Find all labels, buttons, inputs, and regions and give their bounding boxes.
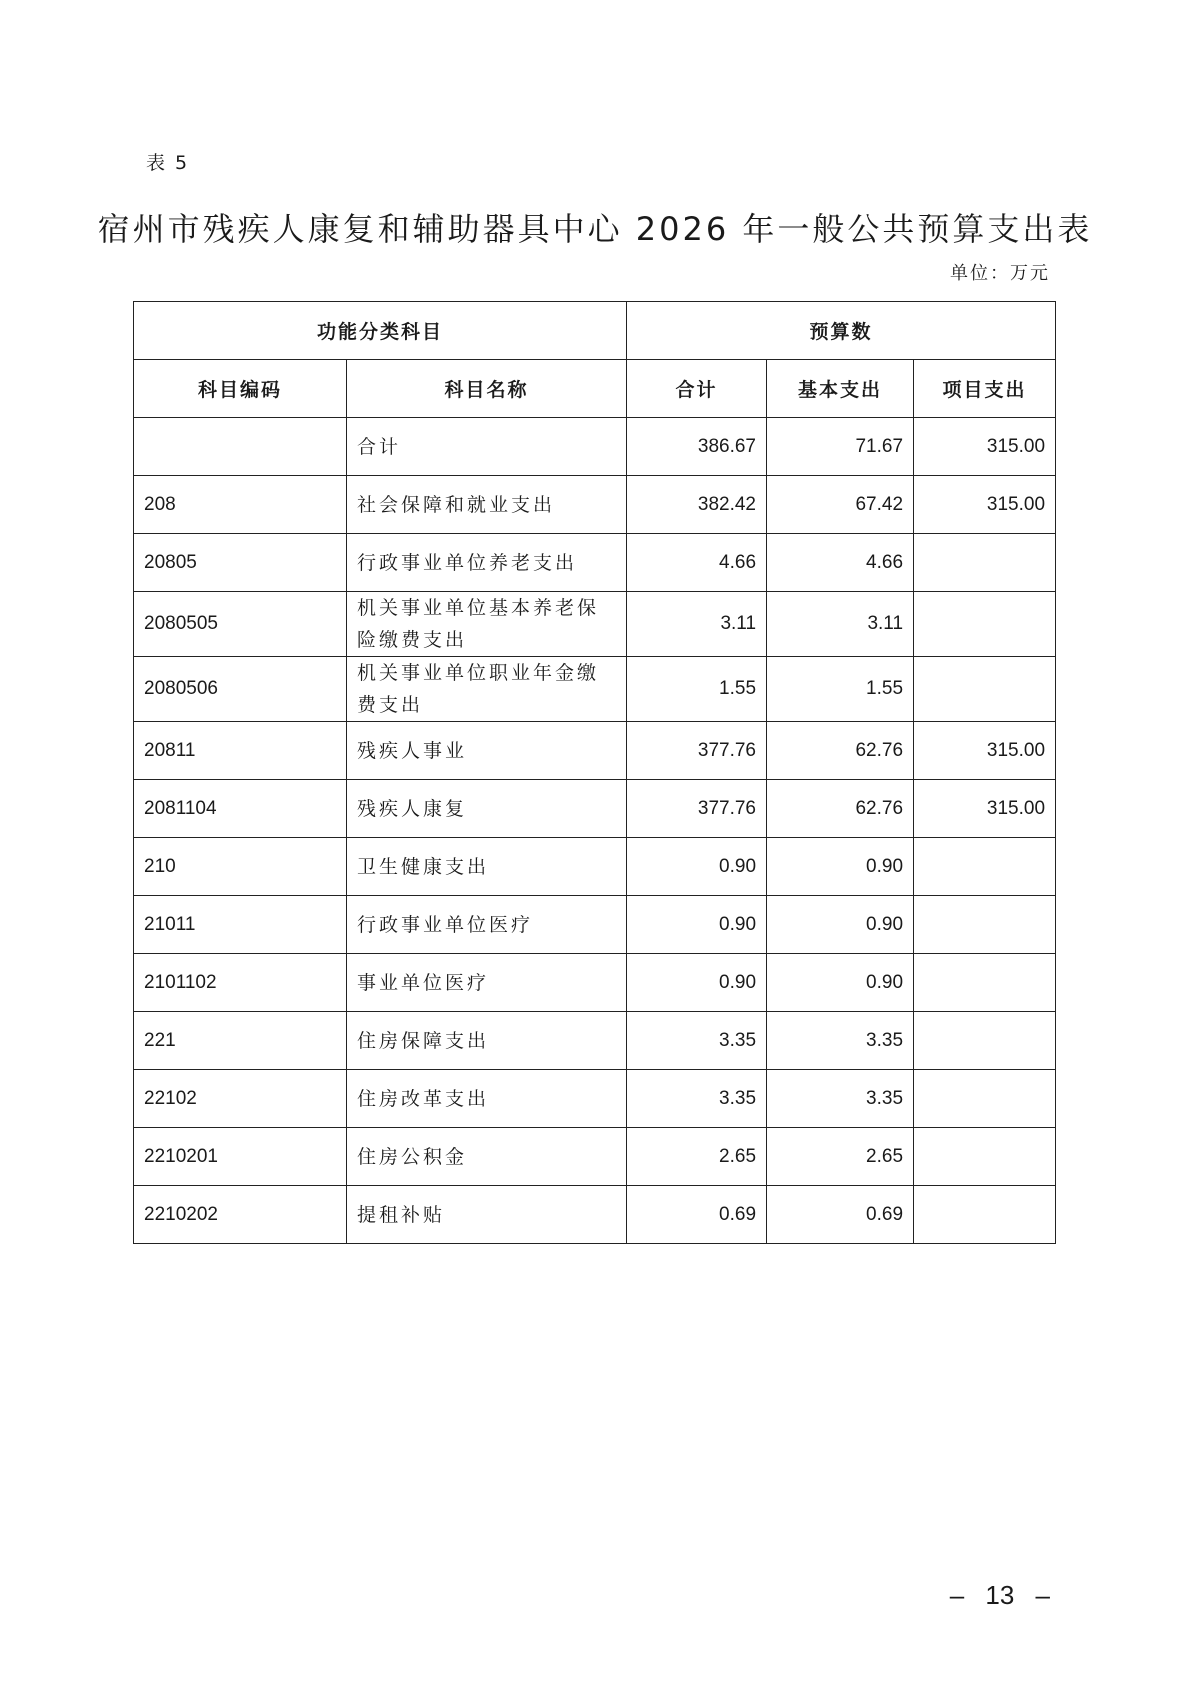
cell-project: 315.00 — [914, 418, 1056, 476]
group-header-row — [134, 302, 1056, 360]
column-header-code: 科目编码 — [134, 360, 347, 418]
table-row — [134, 1012, 1056, 1070]
page-title: 宿州市残疾人康复和辅助器具中心 2026 年一般公共预算支出表 — [97, 210, 1093, 249]
cell-name: 合计 — [347, 418, 627, 476]
cell-project: 315.00 — [914, 722, 1056, 780]
table-row — [134, 1070, 1056, 1128]
cell-basic: 3.35 — [767, 1070, 914, 1128]
cell-total: 0.90 — [627, 954, 767, 1012]
cell-total: 0.90 — [627, 838, 767, 896]
cell-basic: 2.65 — [767, 1128, 914, 1186]
cell-code — [134, 418, 347, 476]
table-row — [134, 476, 1056, 534]
cell-project — [914, 592, 1056, 657]
cell-project — [914, 954, 1056, 1012]
table-row — [134, 838, 1056, 896]
cell-total: 382.42 — [627, 476, 767, 534]
column-header-total: 合计 — [627, 360, 767, 418]
table-row — [134, 780, 1056, 838]
cell-project: 315.00 — [914, 780, 1056, 838]
cell-code: 20805 — [134, 534, 347, 592]
cell-name: 住房保障支出 — [347, 1012, 627, 1070]
table-row — [134, 722, 1056, 780]
table-row — [134, 592, 1056, 657]
cell-basic: 67.42 — [767, 476, 914, 534]
cell-name: 社会保障和就业支出 — [347, 476, 627, 534]
cell-code: 2080505 — [134, 592, 347, 657]
cell-basic: 0.90 — [767, 896, 914, 954]
cell-basic: 0.69 — [767, 1186, 914, 1244]
cell-basic: 71.67 — [767, 418, 914, 476]
table-row — [134, 1186, 1056, 1244]
cell-name: 住房公积金 — [347, 1128, 627, 1186]
cell-total: 2.65 — [627, 1128, 767, 1186]
cell-basic: 62.76 — [767, 722, 914, 780]
cell-total: 386.67 — [627, 418, 767, 476]
table-row — [134, 534, 1056, 592]
cell-code: 2081104 — [134, 780, 347, 838]
cell-project — [914, 1012, 1056, 1070]
cell-total: 1.55 — [627, 657, 767, 722]
table-row — [134, 1128, 1056, 1186]
cell-code: 2210201 — [134, 1128, 347, 1186]
cell-basic: 62.76 — [767, 780, 914, 838]
table-row — [134, 954, 1056, 1012]
page-number: – 13 – — [949, 1580, 1050, 1610]
unit-label: 单位：万元 — [950, 263, 1050, 284]
cell-project — [914, 534, 1056, 592]
cell-name: 行政事业单位养老支出 — [347, 534, 627, 592]
group-header-budget: 预算数 — [627, 302, 1056, 360]
cell-total: 4.66 — [627, 534, 767, 592]
cell-name: 事业单位医疗 — [347, 954, 627, 1012]
table-label: 表 5 — [146, 152, 190, 174]
cell-total: 3.11 — [627, 592, 767, 657]
cell-code: 20811 — [134, 722, 347, 780]
cell-project — [914, 1128, 1056, 1186]
cell-code: 221 — [134, 1012, 347, 1070]
cell-total: 0.90 — [627, 896, 767, 954]
cell-basic: 3.11 — [767, 592, 914, 657]
column-header-basic: 基本支出 — [767, 360, 914, 418]
table-row — [134, 896, 1056, 954]
table-row — [134, 657, 1056, 722]
cell-total: 377.76 — [627, 780, 767, 838]
column-header-row — [134, 360, 1056, 418]
cell-name: 机关事业单位基本养老保险缴费支出 — [347, 592, 627, 657]
budget-table — [133, 301, 1056, 1244]
cell-project — [914, 838, 1056, 896]
table-row — [134, 418, 1056, 476]
cell-code: 2080506 — [134, 657, 347, 722]
cell-total: 0.69 — [627, 1186, 767, 1244]
column-header-name: 科目名称 — [347, 360, 627, 418]
cell-project: 315.00 — [914, 476, 1056, 534]
cell-name: 提租补贴 — [347, 1186, 627, 1244]
cell-total: 377.76 — [627, 722, 767, 780]
cell-name: 行政事业单位医疗 — [347, 896, 627, 954]
cell-basic: 1.55 — [767, 657, 914, 722]
cell-basic: 4.66 — [767, 534, 914, 592]
cell-code: 208 — [134, 476, 347, 534]
cell-code: 22102 — [134, 1070, 347, 1128]
cell-name: 残疾人康复 — [347, 780, 627, 838]
cell-name: 机关事业单位职业年金缴费支出 — [347, 657, 627, 722]
cell-project — [914, 657, 1056, 722]
column-header-project: 项目支出 — [914, 360, 1056, 418]
cell-project — [914, 1186, 1056, 1244]
table-body — [134, 418, 1056, 1244]
cell-project — [914, 1070, 1056, 1128]
cell-basic: 0.90 — [767, 954, 914, 1012]
group-header-classification: 功能分类科目 — [134, 302, 627, 360]
cell-name: 卫生健康支出 — [347, 838, 627, 896]
cell-code: 210 — [134, 838, 347, 896]
cell-basic: 0.90 — [767, 838, 914, 896]
cell-code: 2210202 — [134, 1186, 347, 1244]
cell-name: 残疾人事业 — [347, 722, 627, 780]
cell-project — [914, 896, 1056, 954]
cell-code: 21011 — [134, 896, 347, 954]
cell-basic: 3.35 — [767, 1012, 914, 1070]
cell-code: 2101102 — [134, 954, 347, 1012]
cell-total: 3.35 — [627, 1012, 767, 1070]
cell-total: 3.35 — [627, 1070, 767, 1128]
cell-name: 住房改革支出 — [347, 1070, 627, 1128]
